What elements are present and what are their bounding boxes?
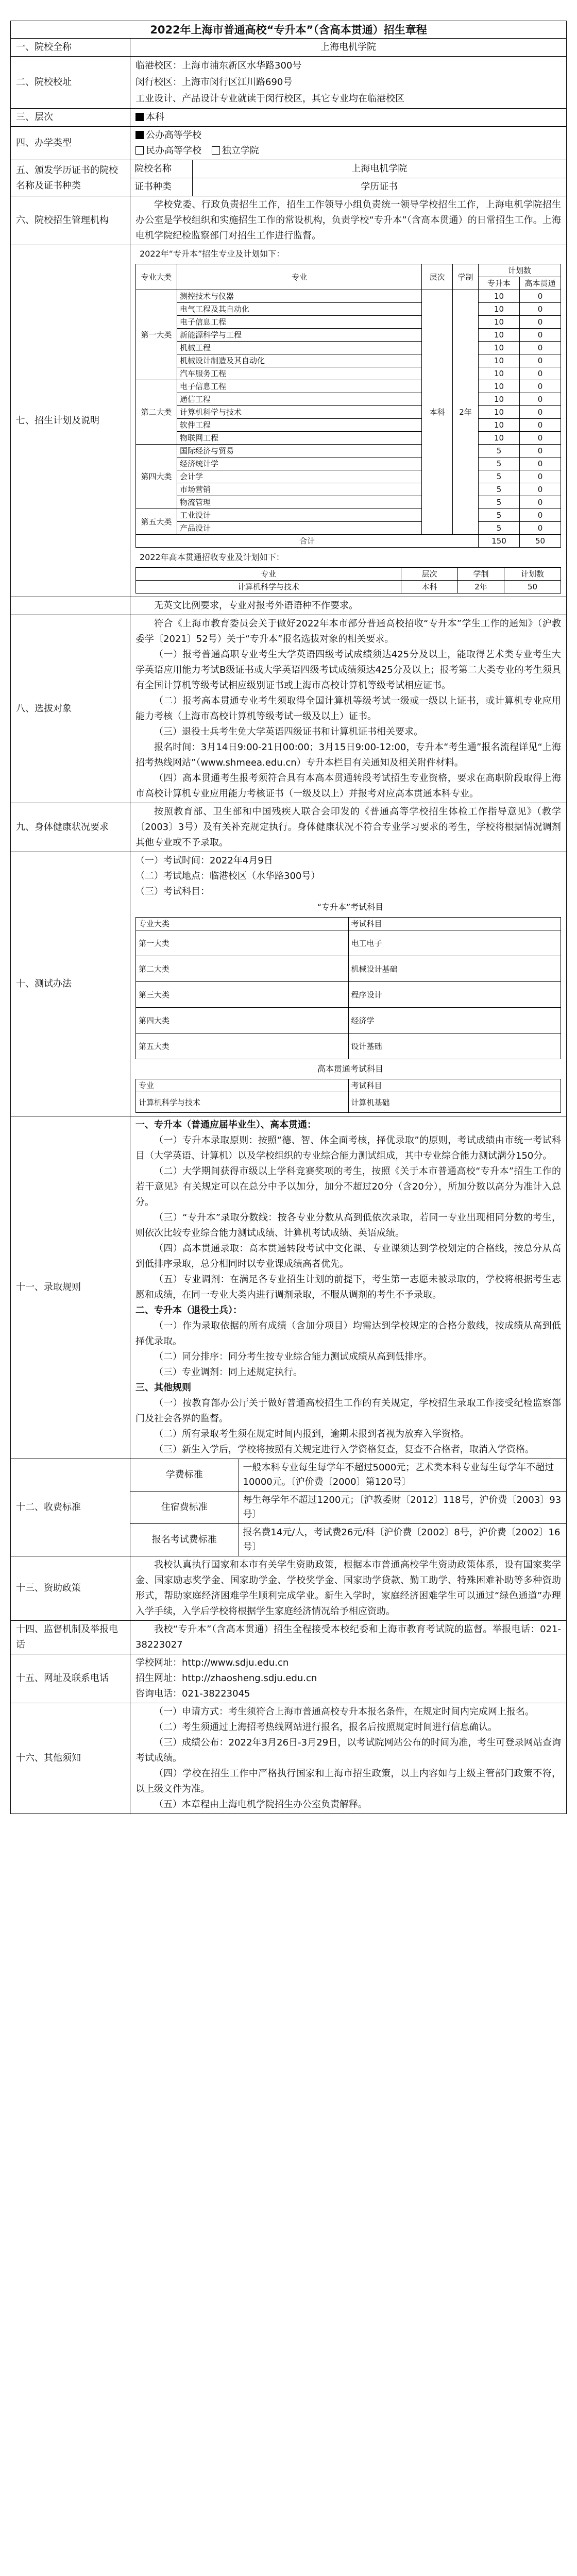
plan-caption: 2022年“专升本”招生专业及计划如下： [140, 249, 285, 259]
header-cell: 计划数 [478, 264, 561, 277]
plan-count: 10 [478, 316, 519, 329]
gb-exam-caption: 高本贯通考试科目 [317, 1064, 383, 1074]
table-cell: 计算机科学与技术 [136, 1092, 349, 1113]
contact-line: 招生网址：http://zhaosheng.sdju.edu.cn [135, 1673, 317, 1684]
note-para: （二）考生须通过上海招考热线网站进行报名，报名后按照规定时间进行信息确认。 [154, 1722, 497, 1733]
plan-table [135, 264, 561, 548]
section-label: 五、颁发学历证书的院校名称及证书种类 [11, 160, 130, 196]
exam-table [135, 917, 561, 1059]
section-health [11, 803, 567, 852]
section-enrollment-plan [11, 245, 567, 597]
cert-sub-label: 院校名称 [130, 160, 192, 178]
section-label: 一、院校全称 [11, 39, 130, 57]
checkbox-checked-icon [135, 131, 144, 139]
rules-para: （四）高本贯通录取：高本贯通转段考试中文化课、专业课须达到学校划定的合格线，按总分从高到低排序录取，总分相同时以专业课成绩高者优先。 [135, 1243, 561, 1269]
table-cell: 电工电子 [348, 930, 561, 956]
major-name: 产品设计 [177, 522, 422, 535]
plan-count: 5 [478, 522, 519, 535]
plan-row [136, 470, 561, 483]
plan-count: 0 [519, 509, 561, 522]
section-candidates [11, 615, 567, 803]
candidate-para: （四）高本贯通考生报考须符合具有本高本贯通转段考试招生专业资格，要求在高职阶段取得上海市高校计算机专业应用能力考核证书（一级及以上）并报考对应高本贯通本科专业。 [135, 773, 561, 799]
section-label: 十三、资助政策 [11, 1556, 130, 1621]
plan-row [136, 406, 561, 419]
rules-para: （三）新生入学后，学校将按照有关规定进行入学资格复查，复查不合格者，取消入学资格。 [154, 1444, 534, 1455]
admission-charter [10, 21, 567, 1814]
rules-heading: 二、专升本（退役士兵）： [135, 1305, 242, 1316]
plan-row [136, 316, 561, 329]
checkbox-empty-icon [212, 146, 220, 155]
plan-count: 10 [478, 432, 519, 445]
section-label: 九、身体健康状况要求 [11, 803, 130, 852]
plan-count: 10 [478, 393, 519, 406]
plan-count: 5 [478, 445, 519, 457]
section-label: 十六、其他须知 [11, 1703, 130, 1814]
plan-count: 0 [519, 342, 561, 354]
header-cell: 考试科目 [348, 918, 561, 930]
section-other-notes [11, 1703, 567, 1814]
section-label: 十、测试办法 [11, 852, 130, 1116]
fee-value: 一般本科专业每生每学年不超过5000元；艺术类本科专业每生每学年不超过10000元。〔沪价费〔2000〕第120号〕 [239, 1459, 566, 1492]
gb-caption: 2022年高本贯通招收专业及计划如下： [140, 552, 284, 562]
contact-line: 咨询电话：021-38223045 [135, 1688, 250, 1699]
section-exam [11, 852, 567, 1116]
level-cell: 本科 [421, 290, 452, 535]
rules-para: （一）作为录取依据的所有成绩（含加分项目）均需达到学校规定的合格分数线，按成绩从高到低择优录取。 [135, 1320, 561, 1347]
candidate-para: （一）报考普通高职专业考生大学英语四级考试成绩须达425分及以上，能取得艺术类专业考生大学英语应用能力考试B级证书或大学英语四级考试成绩须达425分及以上；报考第二大类专业的考生须具有全国计算机等级考试相应级别证书或上海市高校计算机等级考试相应证书。 [135, 649, 561, 691]
section-plan-note [11, 597, 567, 615]
plan-count: 10 [478, 380, 519, 393]
section-label: 十二、收费标准 [11, 1459, 130, 1556]
aid-text: 我校认真执行国家和本市有关学生资助政策，根据本市普通高校学生资助政策体系，设有国家奖学金、国家励志奖学金、国家助学金、学校奖学金、国家助学贷款、勤工助学、特殊困难补助等多种资助形式，帮助家庭经济困难学生顺利完成学业。新生入学时，家庭经济困难学生可以通过“绿色通道”办理入学手续，入学后学校将根据学生家庭经济情况给予相应资助。 [135, 1560, 561, 1617]
plan-row [136, 483, 561, 496]
major-name: 物联网工程 [177, 432, 422, 445]
section-label: 六、院校招生管理机构 [11, 196, 130, 245]
rules-para: （三）“专升本”录取分数线：按各专业分数从高到低依次录取，若同一专业出现相同分数的考生，则依次比较专业综合能力测试成绩、计算机考试成绩、英语成绩。 [135, 1212, 561, 1239]
charter-table [10, 38, 567, 1814]
type-option: 公办高等学校 [146, 130, 201, 141]
section-school-type [11, 127, 567, 160]
gb-plan-table [135, 567, 561, 594]
checkbox-checked-icon [135, 113, 144, 121]
header-cell: 专业 [136, 1079, 349, 1092]
section-financial-aid [11, 1556, 567, 1621]
plan-count: 0 [519, 457, 561, 470]
candidate-para: （三）退役士兵考生免大学英语四级证书和计算机证书相关要求。 [154, 726, 423, 737]
total-value: 50 [519, 535, 561, 548]
header-cell: 学制 [452, 264, 478, 290]
address-line: 临港校区：上海市浦东新区水华路300号 [135, 60, 302, 71]
rules-para: （二）所有录取考生须在规定时间内报到，逾期未报到者视为放弃入学资格。 [154, 1429, 469, 1439]
years-cell: 2年 [452, 290, 478, 535]
plan-count: 0 [519, 316, 561, 329]
contact-line: 学校网址：http://www.sdju.edu.cn [135, 1657, 289, 1668]
plan-count: 10 [478, 329, 519, 342]
plan-count: 10 [478, 290, 519, 303]
candidate-para: （二）报考高本贯通专业考生须取得全国计算机等级考试一级或一级以上证书，或计算机专业应用能力考核（上海市高校计算机等级考试一级及以上）证书。 [135, 696, 561, 722]
level-value: 本科 [146, 112, 164, 123]
plan-row [136, 303, 561, 316]
exam-time: （一）考试时间：2022年4月9日 [135, 855, 273, 866]
school-name: 上海电机学院 [130, 39, 567, 57]
plan-count: 0 [519, 303, 561, 316]
section-address [11, 57, 567, 109]
table-cell: 设计基础 [348, 1033, 561, 1059]
total-value: 150 [478, 535, 519, 548]
table-cell: 第五大类 [136, 1033, 349, 1059]
major-name: 工业设计 [177, 509, 422, 522]
section-label: 十四、监督机制及举报电话 [11, 1621, 130, 1654]
plan-row [136, 393, 561, 406]
plan-count: 0 [519, 367, 561, 380]
section-label: 八、选拔对象 [11, 615, 130, 803]
plan-row [136, 496, 561, 509]
table-cell: 经济学 [348, 1008, 561, 1033]
rules-para: （二）同分排序：同分考生按专业综合能力测试成绩从高到低排序。 [154, 1351, 432, 1362]
major-name: 物流管理 [177, 496, 422, 509]
header-cell: 层次 [401, 568, 458, 581]
exam-place: （二）考试地点：临港校区（水华路300号） [135, 871, 320, 882]
major-name: 机械工程 [177, 342, 422, 354]
header-cell: 计划数 [504, 568, 561, 581]
major-group: 第一大类 [136, 290, 177, 380]
total-label: 合计 [136, 535, 479, 548]
major-name: 计算机科学与技术 [177, 406, 422, 419]
plan-row [136, 380, 561, 393]
plan-count: 0 [519, 354, 561, 367]
rules-heading: 一、专升本（普通应届毕业生）、高本贯通： [135, 1120, 316, 1130]
major-name: 汽车服务工程 [177, 367, 422, 380]
page-title: 2022年上海市普通高校“专升本”（含高本贯通）招生章程 [10, 21, 567, 38]
table-cell: 第二大类 [136, 956, 349, 982]
major-name: 经济统计学 [177, 457, 422, 470]
plan-count: 10 [478, 419, 519, 432]
section-label: 二、院校校址 [11, 57, 130, 109]
plan-count: 0 [519, 496, 561, 509]
table-cell: 第三大类 [136, 982, 349, 1008]
candidate-para: 报名时间：3月14日9:00-21日00:00；3月15日9:00-12:00，专升本“考生通”报名流程详见“上海招考热线网站”（www.shmeea.edu.cn）专升本栏目有关通知及相关附件材料。 [135, 742, 561, 768]
plan-count: 0 [519, 329, 561, 342]
plan-row [136, 457, 561, 470]
section-certificate [11, 160, 567, 196]
section-supervision [11, 1621, 567, 1654]
plan-row [136, 509, 561, 522]
exam-subject-title: （三）考试科目： [135, 886, 210, 897]
header-cell: 专业大类 [136, 918, 349, 930]
plan-count: 0 [519, 483, 561, 496]
office-text: 学校党委、行政负责招生工作，招生工作领导小组负责统一领导学校招生工作，上海电机学院招生办公室是学校组织和实施招生工作的常设机构，负责学校“专升本”（含高本贯通）的日常招生工作。上海电机学院纪检监察部门对招生工作进行监督。 [135, 199, 561, 241]
section-fees [11, 1459, 567, 1556]
plan-count: 5 [478, 496, 519, 509]
table-cell: 2年 [458, 581, 504, 594]
major-name: 市场营销 [177, 483, 422, 496]
major-group: 第五大类 [136, 509, 177, 535]
rules-para: （五）专业调剂：在满足各专业招生计划的前提下，考生第一志愿未被录取的，学校将根据考生志愿和成绩，在同一专业大类内进行调剂录取，不服从调剂的考生不予录取。 [135, 1274, 561, 1300]
rules-para: （三）专业调剂：同上述规定执行。 [154, 1367, 302, 1378]
rules-para: （一）专升本录取原则：按照“德、智、体全面考核，择优录取”的原则，考试成绩由市统一考试科目（大学英语、计算机）以及学校组织的专业综合能力测试组成，其中专业综合能力测试满分150分。 [135, 1135, 561, 1161]
plan-row [136, 290, 561, 303]
section-school-name [11, 39, 567, 57]
section-label: 七、招生计划及说明 [11, 245, 130, 597]
address-line: 闵行校区：上海市闵行区江川路690号 [135, 77, 293, 88]
major-name: 机械设计制造及其自动化 [177, 354, 422, 367]
plan-row [136, 329, 561, 342]
fee-label: 住宿费标准 [130, 1492, 239, 1524]
type-option: 独立学院 [222, 145, 259, 156]
candidate-para: 符合《上海市教育委员会关于做好2022年本市部分普通高校招收“专升本”学生工作的通知》（沪教委学〔2021〕52号）关于“专升本”报名选拔对象的相关要求。 [135, 618, 561, 645]
plan-count: 0 [519, 419, 561, 432]
plan-row [136, 432, 561, 445]
table-cell: 程序设计 [348, 982, 561, 1008]
rules-heading: 三、其他规则 [135, 1382, 191, 1393]
fee-table [130, 1459, 566, 1556]
plan-count: 5 [478, 470, 519, 483]
major-name: 电气工程及其自动化 [177, 303, 422, 316]
plan-row [136, 367, 561, 380]
address-line: 工业设计、产品设计专业就读于闵行校区，其它专业均在临港校区 [135, 93, 404, 104]
plan-count: 5 [478, 509, 519, 522]
plan-count: 0 [519, 290, 561, 303]
cert-school: 上海电机学院 [192, 160, 566, 178]
fee-label: 报名考试费标准 [130, 1524, 239, 1556]
table-cell: 本科 [401, 581, 458, 594]
cert-type: 学历证书 [192, 178, 566, 196]
type-option: 民办高等学校 [146, 145, 201, 156]
supervision-text: 我校“专升本”（含高本贯通）招生全程接受本校纪委和上海市教育考试院的监督。举报电话：021-38223027 [135, 1624, 561, 1650]
plan-count: 0 [519, 393, 561, 406]
section-admission-office [11, 196, 567, 245]
table-cell: 第一大类 [136, 930, 349, 956]
rules-para: （二）大学期间获得市级以上学科竞赛奖项的考生，按照《关于本市普通高校“专升本”招生工作的若干意见》有关规定可以在总分中予以加分，加分不超过20分（含20分），所加分数以高分为准计入总分。 [135, 1166, 561, 1208]
plan-count: 5 [478, 457, 519, 470]
section-contact [11, 1654, 567, 1703]
table-cell: 机械设计基础 [348, 956, 561, 982]
table-cell: 计算机基础 [348, 1092, 561, 1113]
plan-count: 10 [478, 303, 519, 316]
plan-row [136, 354, 561, 367]
plan-count: 0 [519, 445, 561, 457]
checkbox-empty-icon [135, 146, 144, 155]
table-cell: 第四大类 [136, 1008, 349, 1033]
major-group: 第二大类 [136, 380, 177, 445]
plan-row [136, 342, 561, 354]
major-group: 第四大类 [136, 445, 177, 509]
plan-row [136, 522, 561, 535]
section-admission-rules [11, 1116, 567, 1459]
health-text: 按照教育部、卫生部和中国残疾人联合会印发的《普通高等学校招生体检工作指导意见》（教学〔2003〕3号）及有关补充规定执行。身体健康状况不符合专业学习要求的考生，学校将根据情况调剂其他专业或不予录取。 [135, 806, 561, 848]
note-para: （五）本章程由上海电机学院招生办公室负责解释。 [154, 1799, 367, 1810]
rules-para: （一）按教育部办公厅关于做好普通高校招生工作的有关规定，学校招生录取工作接受纪检监察部门及社会各界的监督。 [135, 1398, 561, 1424]
plan-row [136, 445, 561, 457]
section-level [11, 109, 567, 127]
fee-label: 学费标准 [130, 1459, 239, 1492]
header-cell: 专业 [136, 568, 401, 581]
table-cell: 计算机科学与技术 [136, 581, 401, 594]
section-label: 四、办学类型 [11, 127, 130, 160]
plan-count: 0 [519, 406, 561, 419]
header-cell: 专业大类 [136, 264, 177, 290]
plan-note: 无英文比例要求，专业对报考外语语种不作要求。 [154, 600, 358, 611]
major-name: 新能源科学与工程 [177, 329, 422, 342]
major-name: 国际经济与贸易 [177, 445, 422, 457]
plan-count: 0 [519, 470, 561, 483]
header-cell: 层次 [421, 264, 452, 290]
table-cell: 50 [504, 581, 561, 594]
header-cell: 高本贯通 [519, 277, 561, 290]
note-para: （三）成绩公布：2022年3月26日-3月29日，以考试院网站公布的时间为准，考生可登录网站查询考试成绩。 [135, 1737, 561, 1764]
plan-count: 10 [478, 367, 519, 380]
major-name: 会计学 [177, 470, 422, 483]
section-label: 三、层次 [11, 109, 130, 127]
fee-value: 报名费14元/人，考试费26元/科〔沪价费〔2002〕8号，沪价费〔2002〕16号〕 [239, 1524, 566, 1556]
gb-exam-table [135, 1079, 561, 1113]
plan-count: 10 [478, 354, 519, 367]
header-cell: 学制 [458, 568, 504, 581]
plan-count: 0 [519, 380, 561, 393]
header-cell: 专升本 [478, 277, 519, 290]
plan-count: 0 [519, 432, 561, 445]
major-name: 电子信息工程 [177, 316, 422, 329]
plan-count: 10 [478, 342, 519, 354]
plan-count: 5 [478, 483, 519, 496]
major-name: 测控技术与仪器 [177, 290, 422, 303]
plan-row [136, 419, 561, 432]
exam-table-caption: “专升本”考试科目 [317, 902, 384, 912]
plan-count: 0 [519, 522, 561, 535]
plan-count: 10 [478, 406, 519, 419]
major-name: 软件工程 [177, 419, 422, 432]
note-para: （一）申请方式：考生须符合上海市普通高校专升本报名条件，在规定时间内完成网上报名。 [154, 1706, 534, 1717]
section-label: 十一、录取规则 [11, 1116, 130, 1459]
fee-value: 每生每学年不超过1200元；〔沪教委财〔2012〕118号，沪价费〔2003〕93号〕 [239, 1492, 566, 1524]
header-cell: 考试科目 [348, 1079, 561, 1092]
note-para: （四）学校在招生工作中严格执行国家和上海市招生政策，以上内容如与上级主管部门政策不符，以上级文件为准。 [135, 1768, 561, 1794]
header-cell: 专业 [177, 264, 422, 290]
cert-sub-label: 证书种类 [130, 178, 192, 196]
major-name: 通信工程 [177, 393, 422, 406]
section-label: 十五、网址及联系电话 [11, 1654, 130, 1703]
major-name: 电子信息工程 [177, 380, 422, 393]
